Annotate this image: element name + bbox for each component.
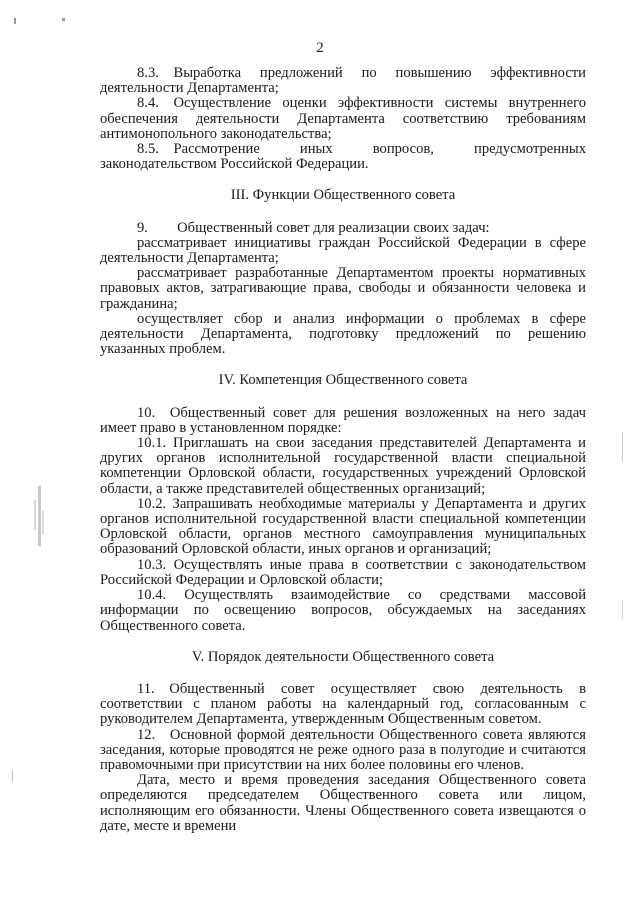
paragraph: 9. Общественный совет для реализации своих задач: xyxy=(137,219,490,236)
paragraph: рассматривает инициативы граждан Российской Федерации в сфере деятельности Департамента; xyxy=(100,234,586,267)
scan-artifact xyxy=(34,500,36,530)
section-competence xyxy=(100,373,586,633)
scan-artifact xyxy=(622,432,623,462)
scan-artifact xyxy=(42,510,44,534)
paragraph: 11. Общественный совет осуществляет свою деятельность в соответствии с планом работы на календарный год, согласованным с руководителем Департамента, утвержденным Общественным советом. xyxy=(100,680,586,728)
section-heading: IV. Компетенция Общественного совета xyxy=(218,372,468,389)
paragraph: 10.1. Приглашать на свои заседания представителей Департамента и других органов исполнительной государственной власти специальной компетенции Орловской области, государственных учреждений Орловской области, а также представителей общественных организаций; xyxy=(100,435,586,497)
document-body xyxy=(100,66,586,834)
page-number: 2 xyxy=(316,40,324,56)
paragraph: Дата, место и время проведения заседания Общественного совета определяются председателем Общественного совета или лицом, исполняющим его обязанности. Члены Общественного совета извещаются о дате, месте и времени xyxy=(100,772,586,834)
paragraph: 10.3. Осуществлять иные права в соответствии с законодательством Российской Федерации и Орловской области; xyxy=(100,556,586,588)
scan-artifact xyxy=(62,18,65,21)
section-functions xyxy=(100,188,586,357)
scan-artifact xyxy=(14,18,16,24)
paragraph: 10.2. Запрашивать необходимые материалы у Департамента и других органов исполнительной государственной власти специальной компетенции Орловской области, органов местного самоуправления муниципальных образований Орловской области, иных органов и организаций; xyxy=(100,495,586,558)
section-procedure xyxy=(100,650,586,834)
paragraph: 8.5. Рассмотрение иных вопросов, предусмотренных законодательством Российской Федерации. xyxy=(100,141,586,173)
paragraph: 8.4. Осуществление оценки эффективности системы внутреннего обеспечения деятельности Департамента соответствию требованиям антимонопольного законодательства; xyxy=(100,95,586,142)
paragraph: 10. Общественный совет для решения возложенных на него задач имеет право в установленном порядке: xyxy=(100,404,586,436)
paragraph: 12. Основной формой деятельности Общественного совета являются заседания, которые проводятся не реже одного раза в полугодие и считаются правомочными при присутствии на них более половины его членов. xyxy=(100,726,586,773)
scan-artifact xyxy=(12,770,13,782)
section-heading: V. Порядок деятельности Общественного совета xyxy=(191,648,495,665)
scan-artifact xyxy=(622,600,623,620)
paragraph: 10.4. Осуществлять взаимодействие со средствами массовой информации по освещению вопросов, обсуждаемых на заседаниях Общественного совета. xyxy=(100,587,586,634)
paragraph: рассматривает разработанные Департаментом проекты нормативных правовых актов, затрагивающие права, свободы и обязанности человека и гражданина; xyxy=(100,265,586,312)
paragraph: осуществляет сбор и анализ информации о проблемах в сфере деятельности Департамента, подготовку предложений по решению указанных проблем. xyxy=(100,310,586,358)
section-heading: III. Функции Общественного совета xyxy=(230,187,456,204)
paragraph: 8.3. Выработка предложений по повышению эффективности деятельности Департамента; xyxy=(100,65,586,97)
section-clauses-8 xyxy=(100,66,586,172)
scan-artifact xyxy=(38,486,41,546)
